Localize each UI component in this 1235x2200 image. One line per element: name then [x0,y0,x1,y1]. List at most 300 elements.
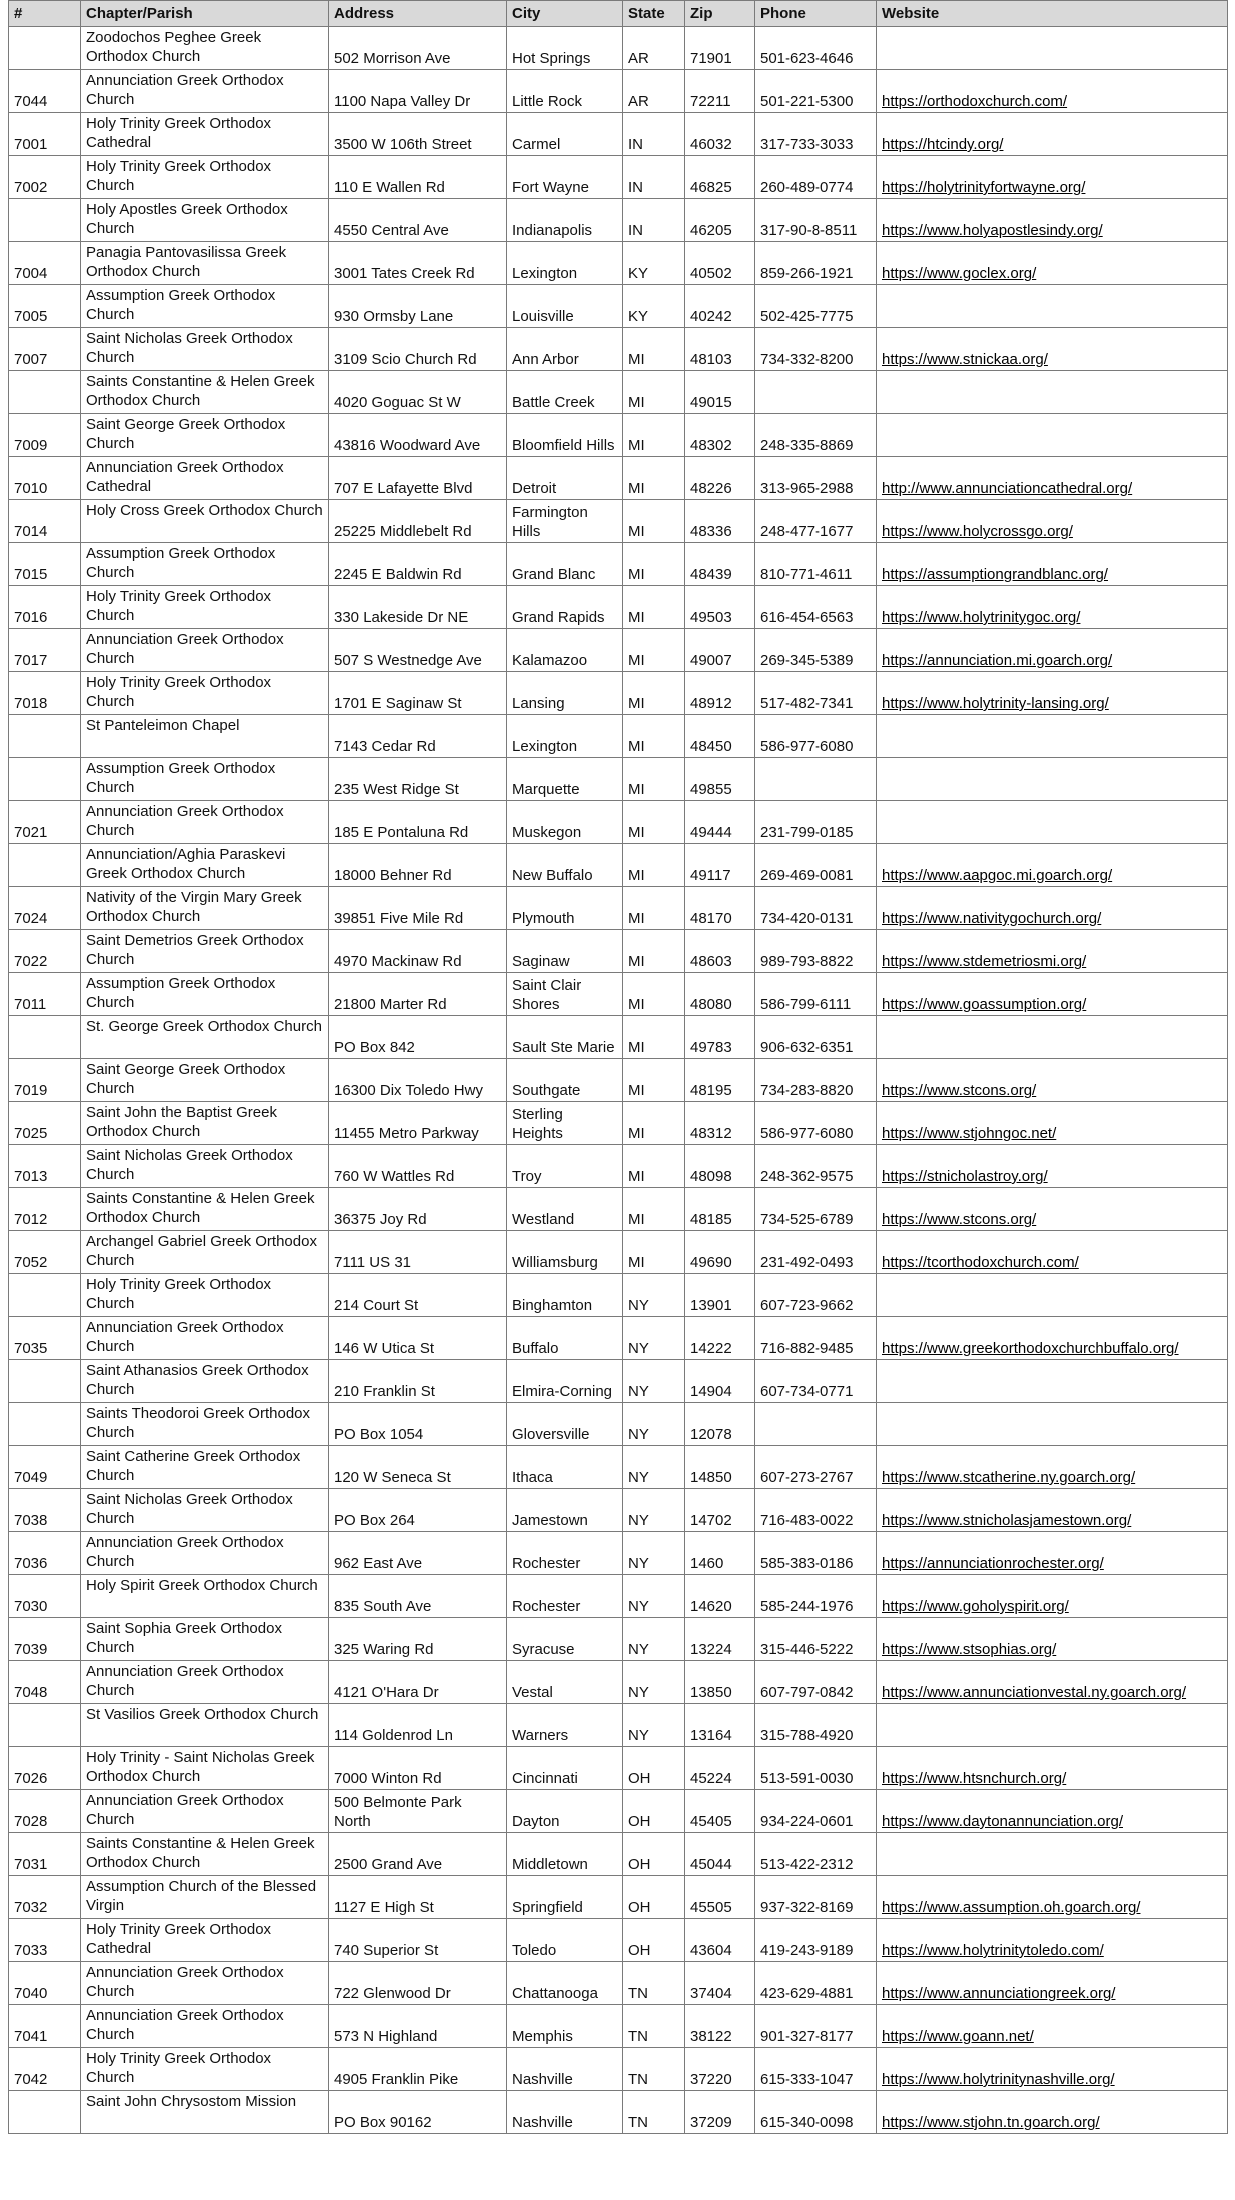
cell-city: Buffalo [507,1317,623,1360]
cell-zip: 49015 [685,371,755,414]
cell-state: NY [623,1618,685,1661]
cell-zip: 71901 [685,27,755,70]
table-row [9,156,1228,199]
cell-state: OH [623,1790,685,1833]
cell-parish: Saint Nicholas Greek Orthodox Church [81,1489,329,1532]
cell-number: 7030 [9,1575,81,1618]
cell-number: 7021 [9,801,81,844]
website-link[interactable]: https://www.goclex.org/ [877,242,1228,285]
cell-zip: 37220 [685,2048,755,2091]
cell-number: 7016 [9,586,81,629]
cell-website [877,1274,1228,1317]
cell-parish: Saint Catherine Greek Orthodox Church [81,1446,329,1489]
cell-address: 740 Superior St [329,1919,507,1962]
cell-address: 835 South Ave [329,1575,507,1618]
header-parish: Chapter/Parish [81,1,329,27]
cell-number: 7025 [9,1102,81,1145]
website-link[interactable]: https://www.stjohngoc.net/ [877,1102,1228,1145]
header-city: City [507,1,623,27]
cell-parish: Zoodochos Peghee Greek Orthodox Church [81,27,329,70]
cell-zip: 14620 [685,1575,755,1618]
cell-number: 7019 [9,1059,81,1102]
cell-phone: 734-525-6789 [755,1188,877,1231]
website-link[interactable]: https://www.stdemetriosmi.org/ [877,930,1228,973]
cell-state: TN [623,2005,685,2048]
cell-website [877,1016,1228,1059]
cell-address: 502 Morrison Ave [329,27,507,70]
cell-city: Rochester [507,1532,623,1575]
cell-phone: 734-420-0131 [755,887,877,930]
cell-address: 3500 W 106th Street [329,113,507,156]
cell-website [877,1403,1228,1446]
cell-address: 3109 Scio Church Rd [329,328,507,371]
cell-number: 7013 [9,1145,81,1188]
cell-state: MI [623,1059,685,1102]
cell-zip: 48912 [685,672,755,715]
cell-zip: 48103 [685,328,755,371]
cell-state: NY [623,1532,685,1575]
cell-phone: 616-454-6563 [755,586,877,629]
cell-address: 325 Waring Rd [329,1618,507,1661]
cell-parish: Annunciation Greek Orthodox Church [81,629,329,672]
cell-parish: Saint Demetrios Greek Orthodox Church [81,930,329,973]
table-row [9,1403,1228,1446]
cell-zip: 48185 [685,1188,755,1231]
cell-phone: 734-332-8200 [755,328,877,371]
table-row [9,844,1228,887]
cell-state: MI [623,844,685,887]
cell-state: MI [623,930,685,973]
cell-city: Ithaca [507,1446,623,1489]
cell-zip: 37404 [685,1962,755,2005]
cell-zip: 48302 [685,414,755,457]
website-link[interactable]: https://www.stcons.org/ [877,1059,1228,1102]
cell-number [9,715,81,758]
cell-address: 16300 Dix Toledo Hwy [329,1059,507,1102]
cell-city: Grand Blanc [507,543,623,586]
cell-phone: 906-632-6351 [755,1016,877,1059]
table-row [9,457,1228,500]
cell-city: Vestal [507,1661,623,1704]
cell-number: 7004 [9,242,81,285]
cell-city: Springfield [507,1876,623,1919]
cell-address: 4121 O'Hara Dr [329,1661,507,1704]
table-row [9,242,1228,285]
cell-phone: 615-333-1047 [755,2048,877,2091]
cell-address: 962 East Ave [329,1532,507,1575]
cell-state: NY [623,1274,685,1317]
website-link[interactable]: https://www.annunciationvestal.ny.goarch.org/ [877,1661,1228,1704]
website-link[interactable]: https://www.aapgoc.mi.goarch.org/ [877,844,1228,887]
cell-parish: Holy Trinity Greek Orthodox Church [81,2048,329,2091]
cell-website [877,27,1228,70]
cell-state: MI [623,328,685,371]
table-row [9,1059,1228,1102]
cell-state: NY [623,1403,685,1446]
cell-zip: 45405 [685,1790,755,1833]
cell-website [877,371,1228,414]
directory-document [8,0,1227,2134]
table-row [9,1962,1228,2005]
cell-address: 235 West Ridge St [329,758,507,801]
cell-parish: Annunciation Greek Orthodox Church [81,1317,329,1360]
table-row [9,113,1228,156]
cell-number: 7036 [9,1532,81,1575]
cell-parish: Holy Trinity Greek Orthodox Church [81,156,329,199]
cell-phone: 502-425-7775 [755,285,877,328]
cell-phone: 810-771-4611 [755,543,877,586]
cell-number: 7009 [9,414,81,457]
cell-zip: 14222 [685,1317,755,1360]
cell-state: MI [623,887,685,930]
cell-zip: 14702 [685,1489,755,1532]
cell-state: MI [623,414,685,457]
cell-state: MI [623,801,685,844]
table-row [9,285,1228,328]
cell-number [9,1403,81,1446]
cell-number: 7048 [9,1661,81,1704]
cell-address: 573 N Highland [329,2005,507,2048]
table-row [9,930,1228,973]
cell-parish: Annunciation Greek Orthodox Church [81,70,329,113]
cell-zip: 13164 [685,1704,755,1747]
cell-parish: Saints Constantine & Helen Greek Orthodox Church [81,1188,329,1231]
cell-number: 7002 [9,156,81,199]
cell-parish: Annunciation Greek Orthodox Cathedral [81,457,329,500]
website-link[interactable]: https://www.annunciationgreek.org/ [877,1962,1228,2005]
cell-parish: Saint Nicholas Greek Orthodox Church [81,328,329,371]
cell-phone [755,371,877,414]
website-link[interactable]: http://www.annunciationcathedral.org/ [877,457,1228,500]
website-link[interactable]: https://annunciation.mi.goarch.org/ [877,629,1228,672]
cell-parish: Saints Constantine & Helen Greek Orthodox Church [81,1833,329,1876]
cell-address: 707 E Lafayette Blvd [329,457,507,500]
cell-zip: 49117 [685,844,755,887]
cell-state: OH [623,1833,685,1876]
cell-city: Saginaw [507,930,623,973]
cell-phone: 716-483-0022 [755,1489,877,1532]
cell-website [877,801,1228,844]
table-row [9,1016,1228,1059]
cell-city: Ann Arbor [507,328,623,371]
cell-phone: 248-477-1677 [755,500,877,543]
cell-zip: 48195 [685,1059,755,1102]
table-row [9,328,1228,371]
cell-parish: Assumption Church of the Blessed Virgin [81,1876,329,1919]
cell-parish: Saints Theodoroi Greek Orthodox Church [81,1403,329,1446]
cell-state: MI [623,500,685,543]
website-link[interactable]: https://www.stnicholasjamestown.org/ [877,1489,1228,1532]
website-link[interactable]: https://stnicholastroy.org/ [877,1145,1228,1188]
cell-number: 7026 [9,1747,81,1790]
cell-parish: Saint George Greek Orthodox Church [81,414,329,457]
cell-address: 146 W Utica St [329,1317,507,1360]
cell-parish: St Vasilios Greek Orthodox Church [81,1704,329,1747]
website-link[interactable]: https://orthodoxchurch.com/ [877,70,1228,113]
cell-address: PO Box 264 [329,1489,507,1532]
cell-phone: 734-283-8820 [755,1059,877,1102]
cell-number [9,1360,81,1403]
website-link[interactable]: https://www.goholyspirit.org/ [877,1575,1228,1618]
cell-phone: 517-482-7341 [755,672,877,715]
cell-address: 2245 E Baldwin Rd [329,543,507,586]
cell-city: Carmel [507,113,623,156]
cell-parish: Saint Nicholas Greek Orthodox Church [81,1145,329,1188]
table-row [9,801,1228,844]
cell-city: Sterling Heights [507,1102,623,1145]
cell-parish: Saint George Greek Orthodox Church [81,1059,329,1102]
cell-city: Indianapolis [507,199,623,242]
cell-number: 7035 [9,1317,81,1360]
website-link[interactable]: https://www.greekorthodoxchurchbuffalo.org/ [877,1317,1228,1360]
website-link[interactable]: https://www.stsophias.org/ [877,1618,1228,1661]
website-link[interactable]: https://assumptiongrandblanc.org/ [877,543,1228,586]
cell-address: 722 Glenwood Dr [329,1962,507,2005]
cell-phone: 989-793-8822 [755,930,877,973]
cell-state: NY [623,1446,685,1489]
cell-state: KY [623,285,685,328]
cell-address: 4550 Central Ave [329,199,507,242]
cell-parish: Holy Trinity - Saint Nicholas Greek Orthodox Church [81,1747,329,1790]
website-link[interactable]: https://www.daytonannunciation.org/ [877,1790,1228,1833]
cell-phone: 260-489-0774 [755,156,877,199]
table-row [9,1317,1228,1360]
cell-website [877,285,1228,328]
cell-number: 7007 [9,328,81,371]
cell-parish: Holy Trinity Greek Orthodox Church [81,672,329,715]
cell-number: 7042 [9,2048,81,2091]
cell-zip: 48226 [685,457,755,500]
table-row [9,715,1228,758]
cell-parish: Annunciation Greek Orthodox Church [81,1532,329,1575]
website-link[interactable]: https://www.stjohn.tn.goarch.org/ [877,2091,1228,2134]
website-link[interactable]: https://www.holycrossgo.org/ [877,500,1228,543]
cell-state: MI [623,715,685,758]
cell-number: 7038 [9,1489,81,1532]
cell-state: OH [623,1876,685,1919]
website-link[interactable]: https://htcindy.org/ [877,113,1228,156]
cell-website [877,414,1228,457]
cell-city: Dayton [507,1790,623,1833]
cell-zip: 13901 [685,1274,755,1317]
cell-phone: 607-273-2767 [755,1446,877,1489]
cell-phone: 419-243-9189 [755,1919,877,1962]
cell-address: 930 Ormsby Lane [329,285,507,328]
cell-number: 7022 [9,930,81,973]
cell-state: MI [623,543,685,586]
cell-number [9,27,81,70]
website-link[interactable]: https://www.stnickaa.org/ [877,328,1228,371]
cell-zip: 49503 [685,586,755,629]
cell-state: MI [623,457,685,500]
cell-state: KY [623,242,685,285]
website-link[interactable]: https://www.holytrinitynashville.org/ [877,2048,1228,2091]
cell-phone: 586-799-6111 [755,973,877,1016]
cell-parish: Annunciation/Aghia Paraskevi Greek Orthodox Church [81,844,329,887]
cell-city: Memphis [507,2005,623,2048]
cell-zip: 1460 [685,1532,755,1575]
cell-city: Chattanooga [507,1962,623,2005]
cell-state: NY [623,1489,685,1532]
website-link[interactable]: https://www.stcatherine.ny.goarch.org/ [877,1446,1228,1489]
cell-zip: 40502 [685,242,755,285]
website-link[interactable]: https://www.holytrinitygoc.org/ [877,586,1228,629]
cell-phone: 501-623-4646 [755,27,877,70]
cell-phone: 315-446-5222 [755,1618,877,1661]
cell-state: NY [623,1360,685,1403]
cell-number: 7040 [9,1962,81,2005]
cell-phone: 231-492-0493 [755,1231,877,1274]
cell-website [877,1833,1228,1876]
cell-number [9,844,81,887]
table-row [9,1489,1228,1532]
cell-address: 214 Court St [329,1274,507,1317]
cell-city: Binghamton [507,1274,623,1317]
table-row [9,1188,1228,1231]
website-link[interactable]: https://www.nativitygochurch.org/ [877,887,1228,930]
website-link[interactable]: https://tcorthodoxchurch.com/ [877,1231,1228,1274]
cell-phone: 423-629-4881 [755,1962,877,2005]
cell-zip: 48312 [685,1102,755,1145]
header-zip: Zip [685,1,755,27]
cell-parish: Nativity of the Virgin Mary Greek Orthodox Church [81,887,329,930]
cell-zip: 49444 [685,801,755,844]
cell-state: MI [623,1145,685,1188]
cell-number: 7039 [9,1618,81,1661]
table-row [9,1790,1228,1833]
cell-phone: 901-327-8177 [755,2005,877,2048]
cell-phone: 317-733-3033 [755,113,877,156]
cell-address: 7000 Winton Rd [329,1747,507,1790]
cell-state: IN [623,199,685,242]
table-row [9,27,1228,70]
cell-number: 7011 [9,973,81,1016]
header-website: Website [877,1,1228,27]
cell-number: 7031 [9,1833,81,1876]
cell-website [877,1704,1228,1747]
cell-city: Cincinnati [507,1747,623,1790]
website-link[interactable]: https://www.holytrinity-lansing.org/ [877,672,1228,715]
cell-city: Gloversville [507,1403,623,1446]
cell-address: 21800 Marter Rd [329,973,507,1016]
cell-number [9,758,81,801]
cell-parish: Annunciation Greek Orthodox Church [81,1790,329,1833]
cell-address: 1127 E High St [329,1876,507,1919]
cell-zip: 38122 [685,2005,755,2048]
cell-state: IN [623,156,685,199]
table-row [9,371,1228,414]
cell-city: Rochester [507,1575,623,1618]
cell-address: PO Box 90162 [329,2091,507,2134]
cell-city: Nashville [507,2091,623,2134]
cell-zip: 49855 [685,758,755,801]
cell-state: NY [623,1661,685,1704]
cell-phone: 607-723-9662 [755,1274,877,1317]
cell-state: MI [623,1188,685,1231]
cell-zip: 45224 [685,1747,755,1790]
cell-address: 11455 Metro Parkway [329,1102,507,1145]
website-link[interactable]: https://www.goassumption.org/ [877,973,1228,1016]
website-link[interactable]: https://www.stcons.org/ [877,1188,1228,1231]
cell-parish: Annunciation Greek Orthodox Church [81,1962,329,2005]
cell-city: Troy [507,1145,623,1188]
cell-city: Westland [507,1188,623,1231]
table-row [9,70,1228,113]
cell-city: Lansing [507,672,623,715]
cell-phone: 585-383-0186 [755,1532,877,1575]
cell-address: 4905 Franklin Pike [329,2048,507,2091]
website-link[interactable]: https://www.holytrinitytoledo.com/ [877,1919,1228,1962]
table-row [9,2048,1228,2091]
cell-website [877,1360,1228,1403]
cell-website [877,758,1228,801]
cell-number: 7024 [9,887,81,930]
cell-city: Jamestown [507,1489,623,1532]
cell-city: Bloomfield Hills [507,414,623,457]
cell-address: 1100 Napa Valley Dr [329,70,507,113]
cell-address: 7143 Cedar Rd [329,715,507,758]
cell-parish: Annunciation Greek Orthodox Church [81,1661,329,1704]
table-row [9,586,1228,629]
cell-zip: 49690 [685,1231,755,1274]
table-row [9,672,1228,715]
cell-zip: 46032 [685,113,755,156]
website-link[interactable]: https://holytrinityfortwayne.org/ [877,156,1228,199]
cell-city: Warners [507,1704,623,1747]
cell-zip: 46825 [685,156,755,199]
cell-city: Detroit [507,457,623,500]
cell-address: 500 Belmonte Park North [329,1790,507,1833]
cell-address: 43816 Woodward Ave [329,414,507,457]
cell-zip: 48170 [685,887,755,930]
cell-phone: 716-882-9485 [755,1317,877,1360]
cell-address: PO Box 1054 [329,1403,507,1446]
cell-address: 25225 Middlebelt Rd [329,500,507,543]
cell-zip: 48450 [685,715,755,758]
cell-zip: 45505 [685,1876,755,1919]
cell-state: MI [623,758,685,801]
table-row [9,1145,1228,1188]
cell-phone: 513-591-0030 [755,1747,877,1790]
website-link[interactable]: https://www.goann.net/ [877,2005,1228,2048]
cell-phone: 607-797-0842 [755,1661,877,1704]
cell-parish: Saint Athanasios Greek Orthodox Church [81,1360,329,1403]
website-link[interactable]: https://annunciationrochester.org/ [877,1532,1228,1575]
website-link[interactable]: https://www.holyapostlesindy.org/ [877,199,1228,242]
cell-phone: 248-362-9575 [755,1145,877,1188]
cell-address: 2500 Grand Ave [329,1833,507,1876]
cell-state: TN [623,2048,685,2091]
cell-state: TN [623,2091,685,2134]
website-link[interactable]: https://www.assumption.oh.goarch.org/ [877,1876,1228,1919]
cell-number: 7044 [9,70,81,113]
cell-address: 4970 Mackinaw Rd [329,930,507,973]
cell-state: AR [623,70,685,113]
cell-address: 1701 E Saginaw St [329,672,507,715]
table-row [9,629,1228,672]
cell-number: 7041 [9,2005,81,2048]
cell-city: Louisville [507,285,623,328]
cell-address: 3001 Tates Creek Rd [329,242,507,285]
cell-address: 39851 Five Mile Rd [329,887,507,930]
website-link[interactable]: https://www.htsnchurch.org/ [877,1747,1228,1790]
cell-city: Marquette [507,758,623,801]
cell-zip: 49783 [685,1016,755,1059]
cell-number: 7010 [9,457,81,500]
cell-parish: Assumption Greek Orthodox Church [81,973,329,1016]
table-row [9,1360,1228,1403]
cell-parish: Saint John Chrysostom Mission [81,2091,329,2134]
